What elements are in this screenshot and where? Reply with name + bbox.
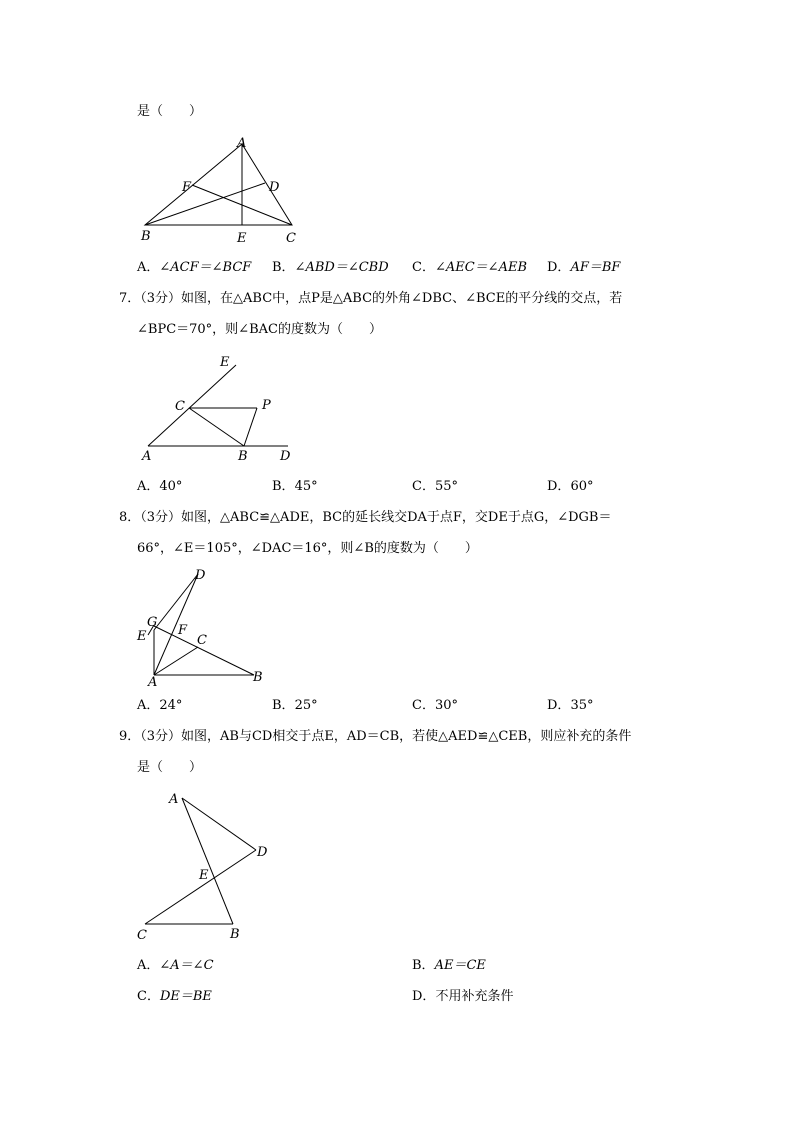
q9-label-a: A (169, 792, 179, 807)
q9-stem-line1: 9．（3分）如图，AB与CD相交于点E，AD＝CB，若使△AED≌△CEB，则应补充的条件 (119, 729, 632, 744)
q6-option-d[interactable]: D．AF＝BF (547, 260, 621, 275)
q6-label-e: E (237, 231, 247, 246)
q9-label-d: D (257, 845, 268, 860)
q6-line-bd (145, 183, 265, 225)
q8-figure (134, 565, 274, 690)
q9-line-dc (145, 850, 256, 924)
q7-label-d: D (280, 449, 291, 464)
q7-line-pb (244, 408, 257, 446)
q7-option-d[interactable]: D．60° (547, 479, 594, 494)
q6-option-b[interactable]: B．∠ABD＝∠CBD (272, 260, 389, 275)
q8-stem-line2: 66°，∠E＝105°，∠DAC＝16°，则∠B的度数为（ ） (137, 541, 478, 556)
q9-option-c[interactable]: C．DE＝BE (137, 989, 212, 1004)
q7-figure (138, 352, 308, 462)
q9-figure (135, 788, 285, 948)
q7-line-ae (148, 365, 236, 446)
q9-option-a[interactable]: A．∠A＝∠C (137, 958, 214, 973)
q6-stem-tail: 是（ ） (137, 104, 203, 119)
q8-line-de (154, 574, 198, 630)
q9-label-b: B (230, 927, 240, 942)
q6-label-d: D (269, 180, 280, 195)
q7-line-cb (189, 408, 244, 446)
q7-label-e: E (220, 355, 230, 370)
q8-label-g: G (147, 615, 158, 630)
q7-option-a[interactable]: A．40° (137, 479, 183, 494)
q7-label-p: P (262, 398, 271, 413)
q7-stem-line1: 7．（3分）如图，在△ABC中，点P是△ABC的外角∠DBC、∠BCE的平分线的交点，若 (119, 291, 623, 306)
q6-label-a: A (237, 136, 247, 151)
q7-option-c[interactable]: C．55° (412, 479, 458, 494)
q7-option-b[interactable]: B．45° (272, 479, 318, 494)
q8-label-b: B (253, 670, 263, 685)
q9-line-ad (182, 798, 256, 850)
q8-option-b[interactable]: B．25° (272, 698, 318, 713)
q7-label-b: B (238, 449, 248, 464)
q8-label-f: F (178, 623, 188, 638)
q6-option-a[interactable]: A．∠ACF＝∠BCF (137, 260, 252, 275)
q9-label-e: E (199, 868, 209, 883)
q6-option-c[interactable]: C．∠AEC＝∠AEB (412, 260, 527, 275)
q9-option-b[interactable]: B．AE＝CE (412, 958, 486, 973)
q8-label-a: A (148, 675, 158, 690)
q6-label-f: F (182, 180, 192, 195)
q7-label-c: C (175, 399, 185, 414)
q7-label-a: A (142, 449, 152, 464)
q8-stem-line1: 8．（3分）如图，△ABC≌△ADE，BC的延长线交DA于点F，交DE于点G，∠DGB＝ (119, 510, 612, 525)
q9-line-ab (182, 798, 233, 924)
q9-stem-line2: 是（ ） (137, 760, 203, 775)
q8-label-d: D (195, 568, 206, 583)
q8-label-c: C (197, 633, 207, 648)
q6-label-c: C (286, 231, 296, 246)
q8-option-d[interactable]: D．35° (547, 698, 594, 713)
q8-option-a[interactable]: A．24° (137, 698, 183, 713)
q9-option-d[interactable]: D．不用补充条件 (412, 989, 514, 1004)
q9-label-c: C (137, 928, 147, 943)
q6-figure (135, 135, 305, 245)
q6-label-b: B (141, 229, 151, 244)
q8-option-c[interactable]: C．30° (412, 698, 458, 713)
q8-line-da (154, 574, 198, 675)
q7-stem-line2: ∠BPC＝70°，则∠BAC的度数为（ ） (137, 322, 382, 337)
q8-label-e: E (137, 629, 147, 644)
